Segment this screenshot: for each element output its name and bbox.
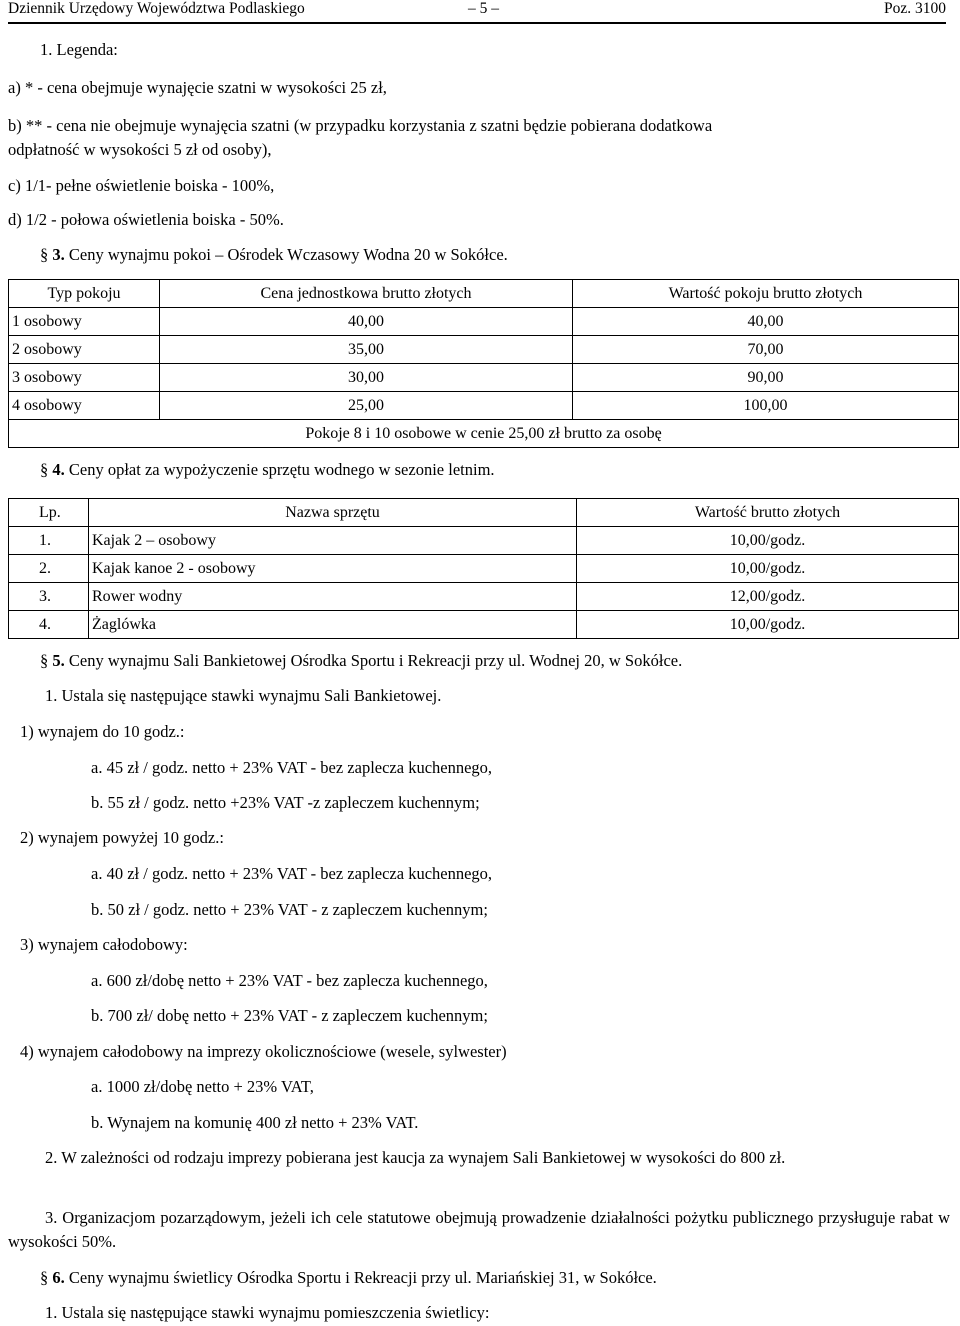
room-type-cell: 4 osobowy (9, 392, 160, 420)
equipment-price-cell: 10,00/godz. (577, 611, 959, 639)
legend-item-b-line2: odpłatność w wysokości 5 zł od osoby), (8, 140, 272, 159)
list-item: 1) wynajem do 10 godz.: (20, 722, 185, 741)
table-header-row (9, 280, 959, 308)
room-value-cell: 40,00 (573, 308, 959, 336)
equipment-name-cell: Kajak 2 – osobowy (89, 527, 577, 555)
row-number-cell: 2. (9, 555, 89, 583)
section-title: Ceny wynajmu Sali Bankietowej Ośrodka Sportu i Rekreacji przy ul. Wodnej 20, w Sokółce. (68, 651, 683, 670)
section-6-heading (40, 1268, 657, 1287)
table-row (9, 336, 959, 364)
section-number: 4. (52, 460, 65, 479)
list-item: 3) wynajem całodobowy: (20, 935, 188, 954)
legend-item-a: a) * - cena obejmuje wynajęcie szatni w wysokości 25 zł, (8, 78, 387, 97)
legend-item-d: d) 1/2 - połowa oświetlenia boiska - 50%. (8, 210, 284, 229)
section-symbol: § (40, 651, 49, 670)
room-type-cell: 1 osobowy (9, 308, 160, 336)
table-row (9, 392, 959, 420)
page-header (8, 0, 946, 24)
room-type-cell: 3 osobowy (9, 364, 160, 392)
section-3-heading (40, 245, 508, 264)
table-note: Pokoje 8 i 10 osobowe w cenie 25,00 zł brutto za osobę (9, 420, 959, 448)
table-row (9, 555, 959, 583)
table-row (9, 583, 959, 611)
list-item: 2) wynajem powyżej 10 godz.: (20, 828, 224, 847)
table-row (9, 364, 959, 392)
list-subitem: a. 1000 zł/dobę netto + 23% VAT, (91, 1077, 314, 1096)
legend-item-b-line1: b) ** - cena nie obejmuje wynajęcia szatni (w przypadku korzystania z szatni będzie pobierana dodatkowa (8, 116, 713, 135)
paragraph-1: 1. Ustala się następujące stawki wynajmu Sali Bankietowej. (45, 686, 442, 705)
section-title: Ceny wynajmu świetlicy Ośrodka Sportu i Rekreacji przy ul. Mariańskiej 31, w Sokółce. (68, 1268, 657, 1287)
journal-title: Dziennik Urzędowy Województwa Podlaskiego (8, 0, 305, 17)
list-subitem: b. 700 zł/ dobę netto + 23% VAT - z zapleczem kuchennym; (91, 1006, 488, 1025)
equipment-prices-table (8, 498, 959, 639)
equipment-price-cell: 10,00/godz. (577, 555, 959, 583)
legend-title: 1. Legenda: (40, 40, 118, 59)
equipment-price-cell: 12,00/godz. (577, 583, 959, 611)
section-number: 6. (52, 1268, 65, 1287)
equipment-name-cell: Żaglówka (89, 611, 577, 639)
section-symbol: § (40, 245, 49, 264)
room-value-cell: 70,00 (573, 336, 959, 364)
room-prices-table (8, 279, 959, 448)
list-subitem: a. 600 zł/dobę netto + 23% VAT - bez zaplecza kuchennego, (91, 971, 488, 990)
equipment-price-cell: 10,00/godz. (577, 527, 959, 555)
section-symbol: § (40, 1268, 49, 1287)
column-header: Wartość brutto złotych (577, 499, 959, 527)
equipment-name-cell: Kajak kanoe 2 - osobowy (89, 555, 577, 583)
list-subitem: b. Wynajem na komunię 400 zł netto + 23% VAT. (91, 1113, 419, 1132)
unit-price-cell: 30,00 (160, 364, 573, 392)
column-header: Wartość pokoju brutto złotych (573, 280, 959, 308)
table-note-row (9, 420, 959, 448)
list-subitem: b. 55 zł / godz. netto +23% VAT -z zapleczem kuchennym; (91, 793, 480, 812)
paragraph-2: 2. W zależności od rodzaju imprezy pobierana jest kaucja za wynajem Sali Bankietowej w wysokości do 800 zł. (45, 1148, 786, 1167)
unit-price-cell: 25,00 (160, 392, 573, 420)
column-header: Cena jednostkowa brutto złotych (160, 280, 573, 308)
room-value-cell: 100,00 (573, 392, 959, 420)
section-symbol: § (40, 460, 49, 479)
column-header: Typ pokoju (9, 280, 160, 308)
table-row (9, 611, 959, 639)
list-subitem: b. 50 zł / godz. netto + 23% VAT - z zapleczem kuchennym; (91, 900, 488, 919)
legend-item-c: c) 1/1- pełne oświetlenie boiska - 100%, (8, 176, 275, 195)
table-header-row (9, 499, 959, 527)
row-number-cell: 4. (9, 611, 89, 639)
paragraph-1: 1. Ustala się następujące stawki wynajmu pomieszczenia świetlicy: (45, 1303, 490, 1322)
table-row (9, 308, 959, 336)
position-number: Poz. 3100 (884, 0, 946, 17)
section-title: Ceny wynajmu pokoi – Ośrodek Wczasowy Wodna 20 w Sokółce. (68, 245, 508, 264)
row-number-cell: 1. (9, 527, 89, 555)
section-5-heading (40, 651, 682, 670)
section-title: Ceny opłat za wypożyczenie sprzętu wodnego w sezonie letnim. (68, 460, 495, 479)
list-item: 4) wynajem całodobowy na imprezy okolicznościowe (wesele, sylwester) (20, 1042, 507, 1061)
room-value-cell: 90,00 (573, 364, 959, 392)
list-subitem: a. 40 zł / godz. netto + 23% VAT - bez zaplecza kuchennego, (91, 864, 493, 883)
equipment-name-cell: Rower wodny (89, 583, 577, 611)
list-subitem: a. 45 zł / godz. netto + 23% VAT - bez zaplecza kuchennego, (91, 758, 493, 777)
unit-price-cell: 35,00 (160, 336, 573, 364)
section-number: 5. (52, 651, 65, 670)
table-row (9, 527, 959, 555)
page-number: – 5 – (468, 0, 499, 17)
section-4-heading (40, 460, 495, 479)
paragraph-3: 3. Organizacjom pozarządowym, jeżeli ich cele statutowe obejmują prowadzenie działalności pożytku publicznego przysługuje rabat w wysokości 50%. (8, 1208, 950, 1251)
room-type-cell: 2 osobowy (9, 336, 160, 364)
unit-price-cell: 40,00 (160, 308, 573, 336)
section-number: 3. (52, 245, 65, 264)
column-header: Nazwa sprzętu (89, 499, 577, 527)
row-number-cell: 3. (9, 583, 89, 611)
column-header: Lp. (9, 499, 89, 527)
